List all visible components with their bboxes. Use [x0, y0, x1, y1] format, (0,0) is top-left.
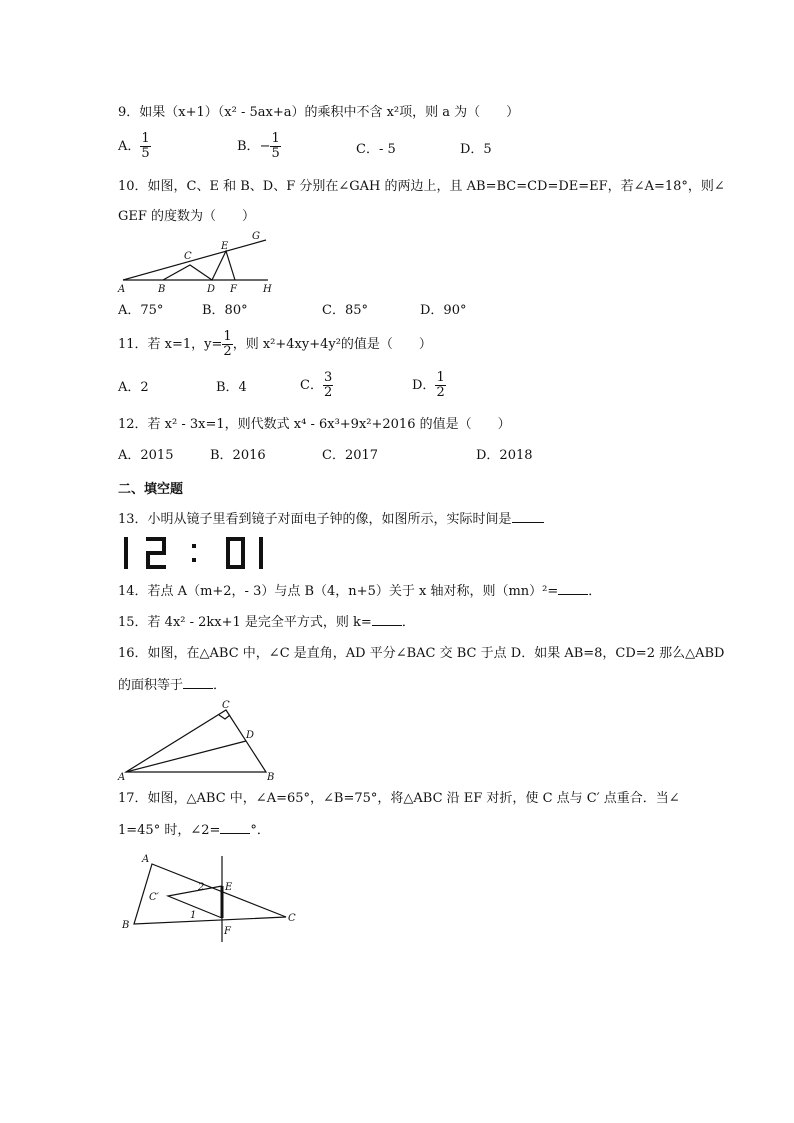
option-label: B． [237, 139, 260, 154]
fraction: $\frac{1}{5}$ [271, 131, 280, 161]
q13-stem-text: 13．小明从镜子里看到镜子对面电子钟的像，如图所示，实际时间是 [118, 512, 512, 527]
right-angle-mark [219, 715, 230, 719]
q17-fold-figure [118, 846, 308, 946]
q16-stem-line2-pre: 的面积等于 [118, 678, 184, 693]
label-b: B [158, 284, 166, 295]
mirrored-clock-figure [118, 536, 268, 572]
answer-blank[interactable] [512, 510, 544, 523]
line-ag [123, 240, 266, 280]
answer-blank[interactable] [558, 582, 588, 595]
q10-option-d[interactable]: D．90° [420, 303, 467, 318]
clock-digit-zero [228, 539, 243, 567]
q13-stem [118, 510, 544, 529]
answer-blank[interactable] [220, 821, 250, 834]
label-a: A [118, 284, 126, 295]
q17-stem-line2 [118, 821, 270, 840]
angle-1-label: 1 [190, 910, 197, 921]
q9-stem: 9．如果（x+1）（x² - 5ax+a）的乘积中不含 x²项，则 a 为（ ） [118, 105, 520, 120]
label-a: A [142, 854, 150, 865]
label-h: H [263, 284, 272, 295]
q16-stem-line2 [118, 676, 226, 695]
label-c: C [184, 251, 192, 262]
q9-option-b[interactable] [237, 132, 281, 161]
q10-stem-line2: GEF 的度数为（ ） [118, 209, 256, 224]
q11-option-a[interactable]: A．2 [118, 380, 149, 395]
fraction: $\frac{1}{2}$ [436, 370, 445, 400]
q16-triangle-figure [118, 696, 288, 782]
label-b: B [122, 920, 130, 931]
q10-stem-line1: 10．如图，C、E 和 B、D、F 分别在∠GAH 的两边上，且 AB=BC=CD=DE=EF，若∠A=18°，则∠ [118, 179, 725, 194]
option-label: C． [300, 378, 323, 393]
label-d: D [246, 730, 255, 741]
q16-stem-line2-post: ． [213, 678, 227, 693]
q14-stem-text: 14．若点 A（m+2，- 3）与点 B（4，n+5）关于 x 轴对称，则（mn）²= [118, 584, 559, 599]
angle-2-label: 2 [198, 882, 205, 893]
section-heading: 二、填空题 [118, 482, 184, 497]
q16-stem-line1: 16．如图，在△ABC 中，∠C 是直角，AD 平分∠BAC 交 BC 于点 D．如果 AB=8，CD=2 那么△ABD [118, 646, 725, 661]
q15-stem-text: 15．若 4x² - 2kx+1 是完全平方式，则 k= [118, 615, 372, 630]
minus-sign: − [259, 139, 271, 154]
q11-stem-post: ，则 x²+4xy+4y²的值是（ ） [232, 337, 432, 352]
q11-stem-pre: 11．若 x=1，y= [118, 337, 223, 352]
fraction: $\frac{1}{2}$ [223, 329, 232, 359]
q12-option-d[interactable]: D．2018 [476, 448, 533, 463]
q10-figure [118, 228, 288, 296]
answer-blank[interactable] [183, 676, 213, 689]
answer-blank[interactable] [372, 613, 402, 626]
q12-option-a[interactable]: A．2015 [118, 448, 174, 463]
q10-option-c[interactable]: C．85° [322, 303, 368, 318]
q14-stem [118, 582, 601, 601]
q17-stem-line2-post: °． [250, 823, 270, 838]
fraction: $\frac{1}{5}$ [141, 131, 150, 161]
label-a: A [118, 772, 126, 783]
label-e: E [225, 882, 233, 893]
q12-option-b[interactable]: B．2016 [210, 448, 266, 463]
q15-stem [118, 613, 415, 632]
fraction: $\frac{3}{2}$ [323, 370, 333, 400]
clock-colon-dot [192, 544, 196, 548]
label-e: E [221, 241, 229, 252]
q17-stem-line2-pre: 1=45° 时，∠2= [118, 823, 221, 838]
q10-option-b[interactable]: B．80° [202, 303, 248, 318]
label-c-prime: C′ [149, 892, 159, 903]
q15-tail: ． [401, 615, 415, 630]
label-b: B [267, 772, 275, 783]
option-label: D． [412, 378, 436, 393]
q12-option-c[interactable]: C．2017 [322, 448, 379, 463]
label-g: G [252, 231, 260, 242]
label-c: C [222, 700, 230, 711]
q9-option-a[interactable] [118, 132, 151, 161]
label-f: F [230, 284, 237, 295]
option-label: A． [118, 139, 141, 154]
clock-colon-dot [192, 558, 196, 562]
label-f: F [224, 926, 231, 937]
q11-option-d[interactable] [412, 371, 446, 400]
q14-tail: ． [588, 584, 602, 599]
q11-option-b[interactable]: B．4 [216, 380, 247, 395]
label-c: C [288, 913, 296, 924]
label-d: D [207, 284, 216, 295]
q17-stem-line1: 17．如图，△ABC 中，∠A=65°，∠B=75°，将△ABC 沿 EF 对折，使 C 点与 C′ 点重合．当∠ [118, 791, 680, 806]
bisector-ad [126, 741, 246, 772]
q9-option-d[interactable]: D．5 [460, 142, 492, 157]
q9-option-c[interactable]: C．- 5 [356, 142, 396, 157]
q10-option-a[interactable]: A．75° [118, 303, 164, 318]
clock-digit-two [148, 539, 164, 567]
q11-stem [118, 330, 432, 359]
q12-stem: 12．若 x² - 3x=1，则代数式 x⁴ - 6x³+9x²+2016 的值是（ ） [118, 417, 511, 432]
q11-option-c[interactable] [300, 371, 333, 400]
